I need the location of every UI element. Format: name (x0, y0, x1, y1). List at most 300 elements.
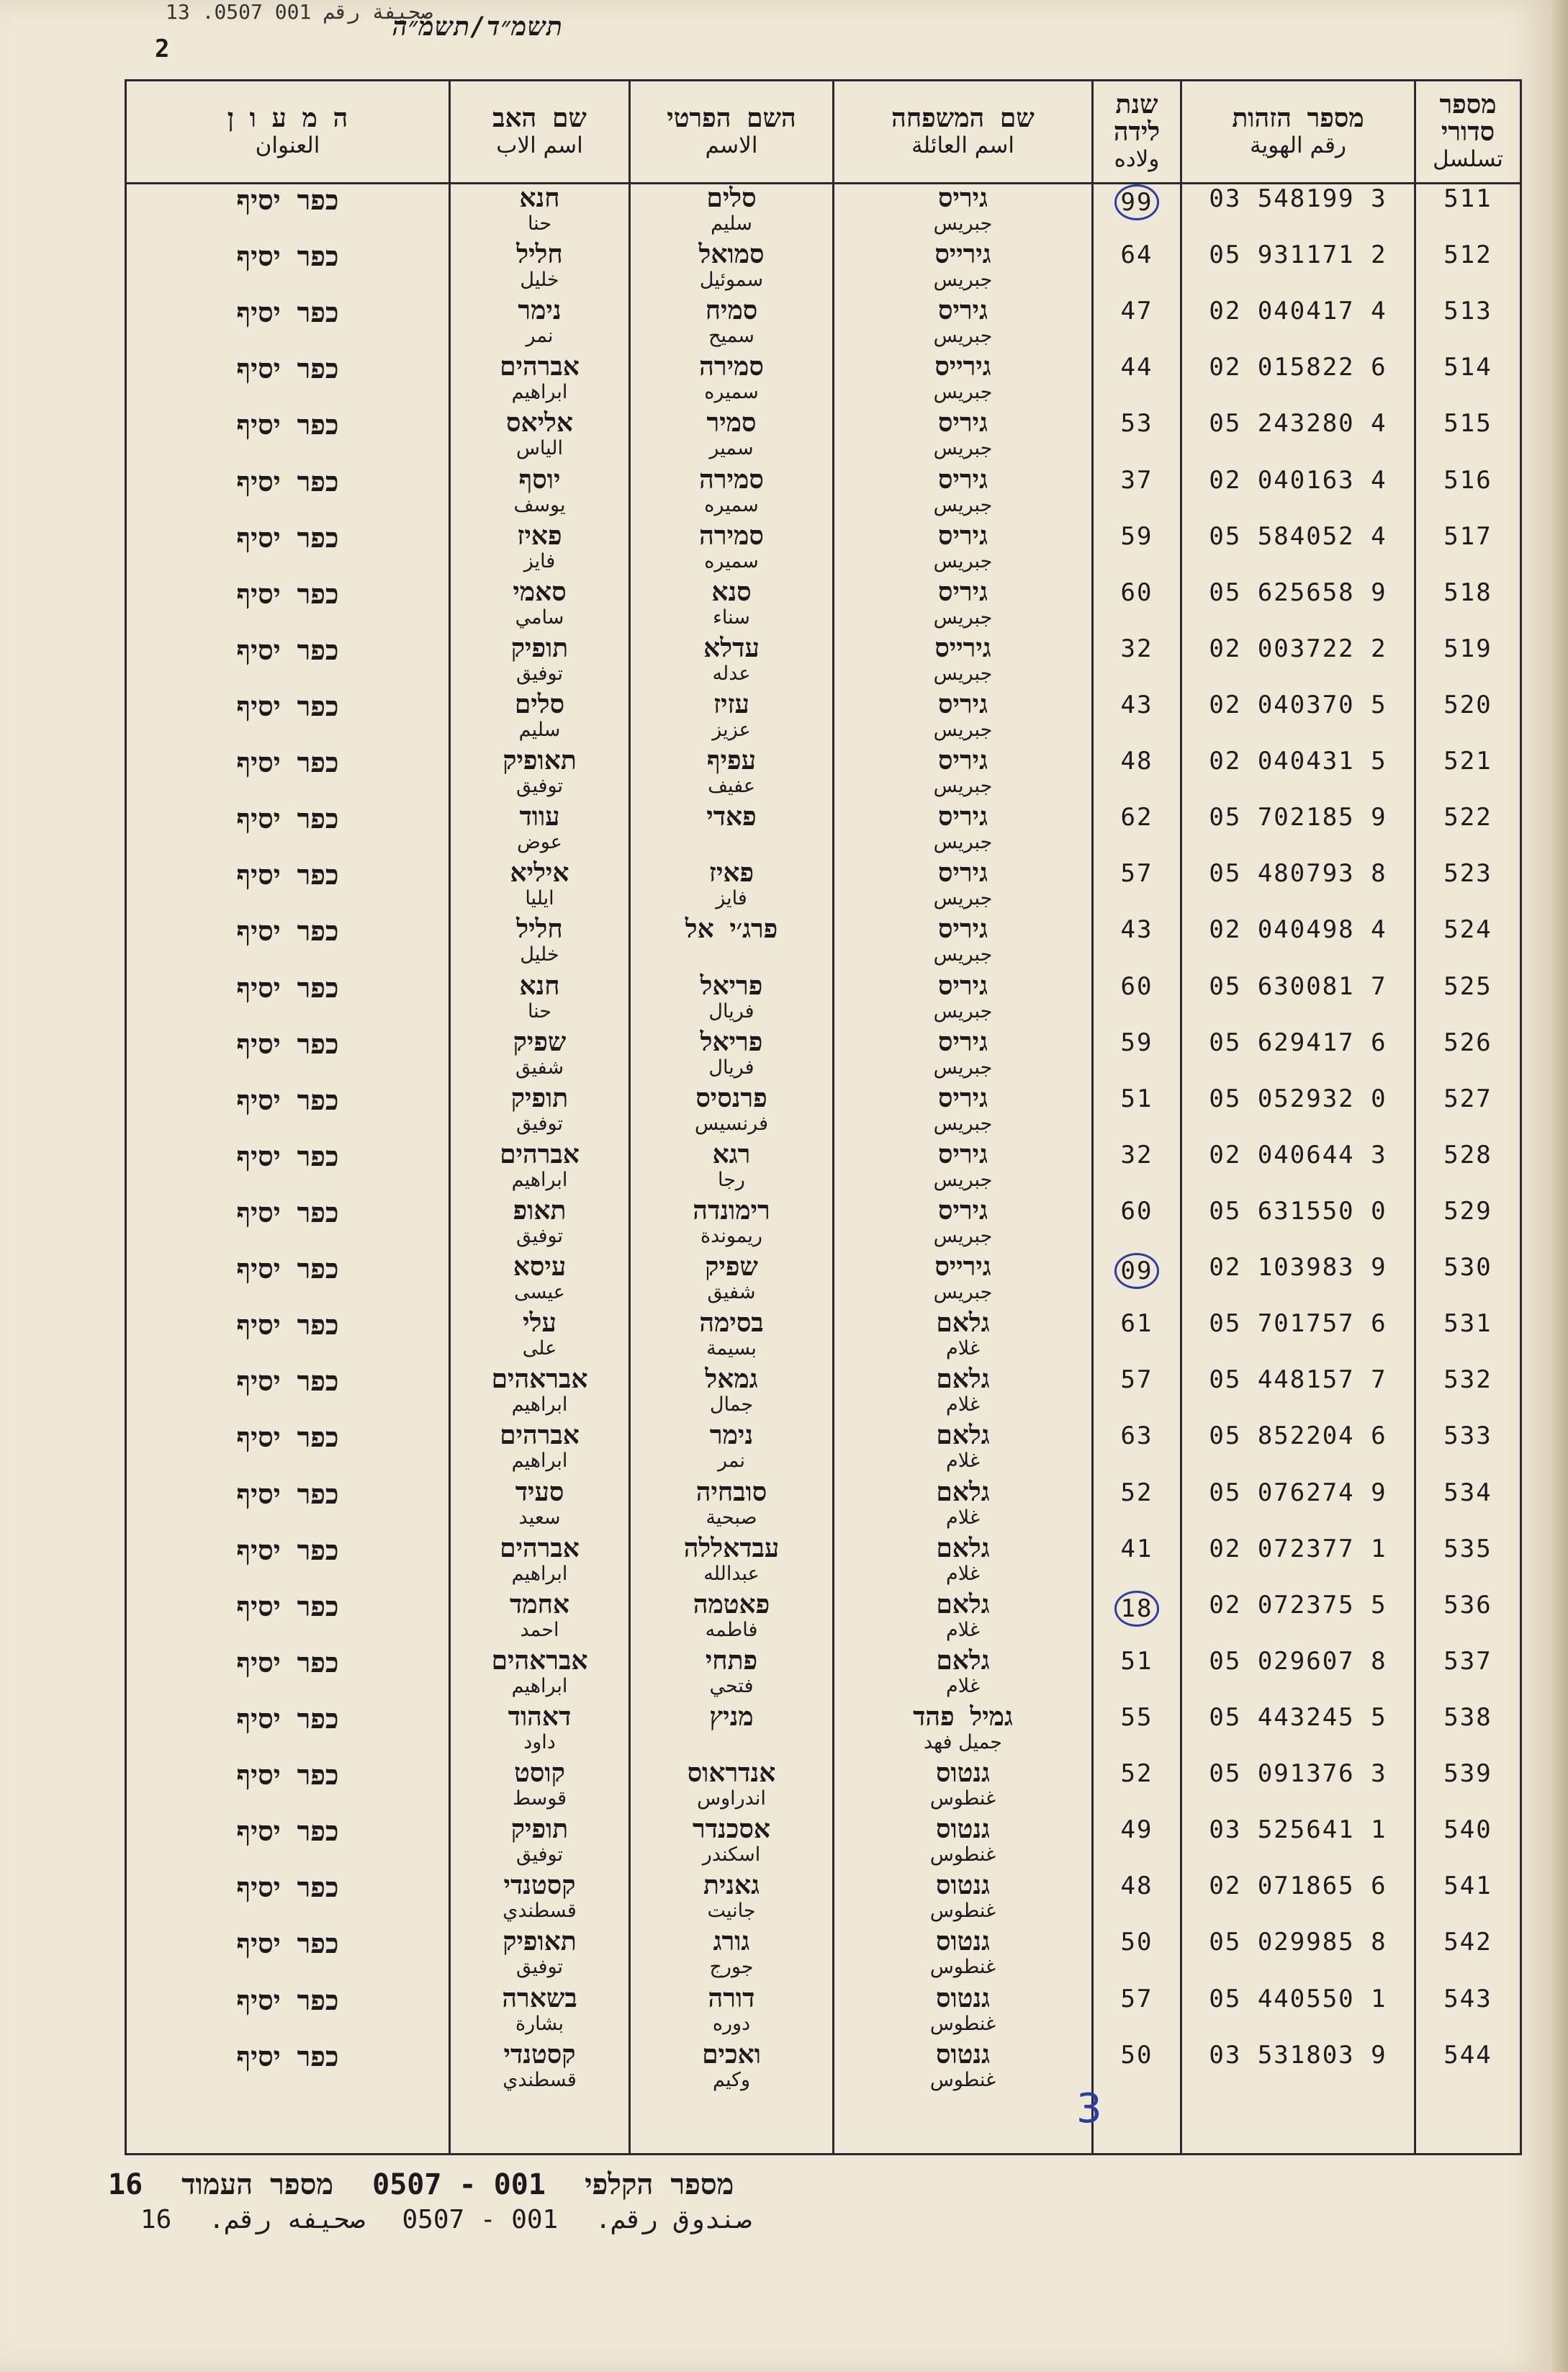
col-first-ar: الاسم (705, 132, 758, 158)
father-name-cell (450, 691, 630, 747)
serial-cell: 544 (1415, 2041, 1521, 2097)
table-row (126, 1647, 1521, 1703)
first-name-ar: اندراوس (697, 1787, 766, 1810)
id-number-cell: 05 443245 5 (1181, 1703, 1415, 1759)
first-name-he: עבדאללה (683, 1533, 780, 1563)
family-name-he: גנטוס (935, 2039, 991, 2070)
first-name-cell (630, 353, 834, 409)
father-name-ar: الياس (515, 437, 564, 460)
col-address-he: ה מ ע ו ן (227, 104, 348, 133)
id-number-cell: 05 931171 2 (1181, 241, 1415, 297)
id-number-cell: 05 091376 3 (1181, 1759, 1415, 1815)
first-name-ar: عزيز (712, 719, 751, 742)
table-row (126, 1421, 1521, 1478)
family-name-he: גיריס (938, 521, 988, 551)
first-name-he: אסכנדר (693, 1815, 770, 1845)
id-number-cell: 02 103983 9 (1181, 1253, 1415, 1309)
family-name-cell (834, 1197, 1093, 1253)
father-name-ar: ابراهيم (511, 1168, 568, 1191)
birth-year: 60 (1120, 578, 1153, 607)
birth-year-cell (1093, 409, 1181, 465)
first-name-cell (630, 1478, 834, 1535)
family-name-cell (834, 1253, 1093, 1309)
birth-year: 48 (1120, 747, 1153, 776)
father-name-he: אברהים (500, 1139, 580, 1169)
serial-cell: 525 (1415, 972, 1521, 1028)
first-name-he: עדלא (703, 633, 760, 663)
family-name-cell (834, 859, 1093, 915)
first-name-ar: جمال (709, 1393, 754, 1416)
first-name-cell (630, 1028, 834, 1084)
id-number-cell: 05 701757 6 (1181, 1309, 1415, 1365)
father-name-cell (450, 1421, 630, 1478)
address-cell: כפר יסיף (126, 1928, 450, 1984)
first-name-he: סמירה (699, 352, 764, 382)
birth-year-cell (1093, 1985, 1181, 2041)
address-cell: כפר יסיף (126, 1421, 450, 1478)
father-name-ar: يوسف (513, 493, 566, 516)
father-name-cell (450, 1759, 630, 1815)
col-year-he: שנת לידה (1113, 90, 1161, 147)
serial-cell: 518 (1415, 578, 1521, 634)
first-name-cell (630, 634, 834, 691)
first-name-ar: فرنسيس (695, 1112, 768, 1135)
footer-ar-box-label: صندوق رقم. (595, 2205, 752, 2234)
birth-year: 64 (1120, 241, 1153, 270)
family-name-ar: جبريس (933, 493, 993, 516)
id-number-cell: 03 531803 9 (1181, 2041, 1415, 2097)
birth-year: 48 (1120, 1872, 1153, 1901)
family-name-ar: جبريس (933, 606, 993, 629)
birth-year-cell (1093, 578, 1181, 634)
father-name-he: איליא (510, 858, 569, 889)
first-name-he: ואכים (702, 2039, 761, 2070)
father-name-he: סאמי (513, 577, 567, 607)
address-cell: כפר יסיף (126, 1759, 450, 1815)
father-name-ar: قوسط (512, 1787, 567, 1810)
first-name-cell (630, 297, 834, 353)
family-name-ar: جبريس (933, 1112, 993, 1135)
page-edge (1552, 0, 1568, 2372)
birth-year: 50 (1120, 2040, 1153, 2070)
family-name-he: גלאם (936, 1365, 990, 1395)
family-name-he: גנטוס (935, 1758, 991, 1789)
first-name-he: דורה (708, 1983, 755, 2013)
father-name-he: סעיד (515, 1477, 564, 1507)
family-name-ar: جبريس (933, 775, 993, 798)
family-name-ar: جميل فهد (923, 1730, 1002, 1753)
father-name-he: נימר (518, 296, 562, 326)
first-name-he: אנדראוס (687, 1758, 776, 1789)
table-row (126, 859, 1521, 915)
first-name-ar: سميره (704, 381, 759, 404)
family-name-cell (834, 747, 1093, 803)
father-name-he: תאופיק (503, 746, 577, 776)
first-name-he: גמאל (705, 1365, 758, 1395)
birth-year: 57 (1120, 1365, 1153, 1395)
family-name-ar: غلام (946, 1337, 980, 1360)
circled-birth-year: 99 (1114, 184, 1160, 220)
father-name-ar: حنا (527, 212, 552, 235)
first-name-cell (630, 859, 834, 915)
family-name-he: גיריס (938, 577, 988, 607)
first-name-cell (630, 972, 834, 1028)
birth-year-cell (1093, 1647, 1181, 1703)
father-name-cell (450, 2041, 630, 2097)
first-name-cell (630, 1928, 834, 1984)
birth-year-cell (1093, 1703, 1181, 1759)
serial-cell: 539 (1415, 1759, 1521, 1815)
birth-year-cell (1093, 1872, 1181, 1928)
first-name-he: סובחיה (695, 1477, 767, 1507)
address-cell: כפר יסיף (126, 522, 450, 578)
father-name-ar: احمد (520, 1618, 559, 1641)
father-name-he: קוסט (514, 1758, 565, 1789)
birth-year: 59 (1120, 521, 1153, 551)
family-name-ar: جبريس (933, 549, 993, 572)
id-number-cell: 02 072375 5 (1181, 1591, 1415, 1647)
table-row (126, 1028, 1521, 1084)
id-number-cell: 05 631550 0 (1181, 1197, 1415, 1253)
address-cell: כפר יסיף (126, 859, 450, 915)
family-name-cell (834, 972, 1093, 1028)
footer-ar-page-label: صحيفه رقم. (209, 2205, 365, 2234)
table-row (126, 747, 1521, 803)
first-name-ar: دوره (712, 2012, 751, 2035)
family-name-he: גיריס (938, 1139, 988, 1169)
family-name-ar: جبريس (933, 999, 993, 1023)
id-number-cell: 02 003722 2 (1181, 634, 1415, 691)
birth-year: 60 (1120, 1197, 1153, 1226)
father-name-ar: ابراهيم (511, 1393, 568, 1416)
family-name-ar: جبريس (933, 1056, 993, 1079)
address-cell: כפר יסיף (126, 1309, 450, 1365)
serial-cell: 528 (1415, 1141, 1521, 1197)
birth-year: 62 (1120, 803, 1153, 832)
father-name-ar: توفيق (515, 662, 564, 685)
family-name-cell (834, 1478, 1093, 1535)
father-name-cell (450, 634, 630, 691)
family-name-cell (834, 691, 1093, 747)
family-name-ar: غلام (946, 1562, 980, 1585)
birth-year-cell (1093, 972, 1181, 1028)
father-name-he: אברהים (500, 1421, 580, 1451)
birth-year: 50 (1120, 1928, 1153, 1957)
first-name-he: נימר (709, 1421, 754, 1451)
birth-year-cell (1093, 522, 1181, 578)
first-name-ar: سموئيل (699, 269, 764, 292)
address-cell: כפר יסיף (126, 409, 450, 465)
birth-year: 51 (1120, 1646, 1153, 1676)
address-cell: כפר יסיף (126, 1197, 450, 1253)
id-number-cell: 02 040498 4 (1181, 915, 1415, 971)
register-rows (126, 184, 1521, 2155)
family-name-he: גירייס (934, 1252, 991, 1282)
first-name-ar: عبدالله (703, 1562, 760, 1585)
first-name-ar: فريال (708, 1056, 754, 1079)
first-name-he: סמואל (698, 240, 765, 270)
father-name-he: תאופ (513, 1196, 567, 1226)
top-cut-strip (166, 0, 886, 7)
first-name-ar: ريموندة (700, 1225, 762, 1247)
id-number-cell: 05 029985 8 (1181, 1928, 1415, 1984)
birth-year: 51 (1120, 1084, 1153, 1113)
footer-ar-box-number: 0507 - 001 (402, 2205, 559, 2234)
first-name-ar: وكيم (712, 2068, 750, 2091)
family-name-cell (834, 634, 1093, 691)
father-name-cell (450, 915, 630, 971)
first-name-ar: سميح (708, 325, 754, 348)
address-cell: כפר יסיף (126, 466, 450, 522)
father-name-he: חנא (519, 184, 560, 213)
id-number-cell: 05 852204 6 (1181, 1421, 1415, 1478)
birth-year: 44 (1120, 353, 1153, 382)
page-number: 2 (155, 35, 170, 63)
serial-cell: 520 (1415, 691, 1521, 747)
header-row (126, 81, 1521, 184)
first-name-he: פתחי (705, 1645, 758, 1676)
birth-year-cell (1093, 1759, 1181, 1815)
serial-cell: 524 (1415, 915, 1521, 971)
birth-year-cell (1093, 915, 1181, 971)
table-row (126, 1759, 1521, 1815)
family-name-he: גירייס (934, 352, 991, 382)
id-number-cell: 05 584052 4 (1181, 522, 1415, 578)
father-name-ar: توفيق (515, 1956, 564, 1979)
first-name-he: סנא (711, 577, 752, 607)
serial-cell: 512 (1415, 241, 1521, 297)
table-row (126, 1197, 1521, 1253)
table-row (126, 1535, 1521, 1591)
first-name-he: סמירה (699, 521, 764, 551)
father-name-cell (450, 1703, 630, 1759)
empty-cell (1093, 2097, 1181, 2155)
father-name-cell (450, 859, 630, 915)
table-row (126, 2041, 1521, 2097)
birth-year: 43 (1120, 691, 1153, 720)
father-name-ar: توفيق (515, 1843, 564, 1866)
family-name-cell (834, 1421, 1093, 1478)
first-name-ar: عدله (712, 662, 751, 685)
first-name-cell (630, 1985, 834, 2041)
voter-register-table (125, 79, 1522, 2155)
first-name-he: עזיז (713, 690, 749, 720)
first-name-he: רגא (712, 1139, 751, 1169)
serial-cell: 531 (1415, 1309, 1521, 1365)
birth-year: 43 (1120, 915, 1153, 945)
family-name-he: גיריס (938, 858, 988, 889)
birth-year-cell (1093, 1141, 1181, 1197)
family-name-cell (834, 1365, 1093, 1421)
table-row (126, 353, 1521, 409)
first-name-ar: رجا (718, 1168, 745, 1191)
father-name-he: עלי (523, 1308, 557, 1339)
serial-cell: 527 (1415, 1084, 1521, 1141)
serial-cell: 538 (1415, 1703, 1521, 1759)
id-number-cell: 02 040644 3 (1181, 1141, 1415, 1197)
family-name-cell (834, 1703, 1093, 1759)
serial-cell: 541 (1415, 1872, 1521, 1928)
birth-year-cell (1093, 1928, 1181, 1984)
table-row (126, 1872, 1521, 1928)
father-name-he: אבראהים (491, 1645, 588, 1676)
family-name-he: גיריס (938, 184, 988, 213)
birth-year-cell (1093, 184, 1181, 241)
address-cell: כפר יסיף (126, 691, 450, 747)
family-name-cell (834, 1309, 1093, 1365)
family-name-ar: جبريس (933, 1281, 993, 1304)
first-name-ar: سناء (713, 606, 750, 629)
first-name-he: פאיז (708, 858, 754, 889)
address-cell: כפר יסיף (126, 634, 450, 691)
father-name-ar: ابراهيم (511, 1562, 568, 1585)
father-name-ar: خليل (520, 943, 559, 966)
father-name-ar: حنا (527, 999, 552, 1023)
table-row (126, 1703, 1521, 1759)
serial-cell: 542 (1415, 1928, 1521, 1984)
family-name-cell (834, 353, 1093, 409)
father-name-ar: ابراهيم (511, 1674, 568, 1697)
table-row (126, 1985, 1521, 2041)
first-name-cell (630, 466, 834, 522)
first-name-ar: سميره (704, 549, 759, 572)
first-name-cell (630, 1591, 834, 1647)
family-name-cell (834, 1084, 1093, 1141)
address-cell: כפר יסיף (126, 747, 450, 803)
father-name-cell (450, 409, 630, 465)
father-name-cell (450, 353, 630, 409)
father-name-ar: على (522, 1337, 557, 1360)
footer-page-label: מספר העמוד (181, 2168, 334, 2201)
family-name-cell (834, 466, 1093, 522)
father-name-ar: شفيق (515, 1056, 564, 1079)
first-name-cell (630, 1703, 834, 1759)
serial-cell: 534 (1415, 1478, 1521, 1535)
father-name-ar: توفيق (515, 1225, 564, 1247)
col-first-header (630, 81, 834, 184)
birth-year-cell (1093, 1365, 1181, 1421)
family-name-he: גלאם (936, 1533, 990, 1563)
family-name-he: גנטוס (935, 1871, 991, 1901)
serial-cell: 516 (1415, 466, 1521, 522)
empty-cell (834, 2097, 1093, 2155)
first-name-ar: فايز (716, 887, 747, 910)
father-name-he: קסטנדי (503, 1871, 576, 1901)
family-name-ar: جبريس (933, 719, 993, 742)
serial-cell: 540 (1415, 1815, 1521, 1872)
id-number-cell: 02 040417 4 (1181, 297, 1415, 353)
id-number-cell: 03 525641 1 (1181, 1815, 1415, 1872)
id-number-cell: 03 548199 3 (1181, 184, 1415, 241)
first-name-cell (630, 184, 834, 241)
father-name-he: אליאס (506, 408, 573, 439)
empty-cell (126, 2097, 450, 2155)
father-name-cell (450, 241, 630, 297)
first-name-cell (630, 522, 834, 578)
family-name-ar: جبريس (933, 325, 993, 348)
first-name-he: גורג (713, 1927, 750, 1957)
serial-cell: 514 (1415, 353, 1521, 409)
first-name-he: פאטמה (693, 1589, 770, 1619)
family-name-he: גנטוס (935, 1983, 991, 2013)
family-name-he: גיריס (938, 802, 988, 832)
address-cell: כפר יסיף (126, 1535, 450, 1591)
birth-year-cell (1093, 1028, 1181, 1084)
father-name-cell (450, 747, 630, 803)
family-name-he: גלאם (936, 1477, 990, 1507)
empty-cell (450, 2097, 630, 2155)
empty-filler-row (126, 2097, 1521, 2155)
address-cell: כפר יסיף (126, 241, 450, 297)
first-name-ar: اسكندر (702, 1843, 761, 1866)
serial-cell: 519 (1415, 634, 1521, 691)
col-father-ar: اسم الاب (496, 132, 583, 158)
family-name-he: גנטוס (935, 1815, 991, 1845)
family-name-he: גלאם (936, 1308, 990, 1339)
address-cell: כפר יסיף (126, 1478, 450, 1535)
father-name-ar: توفيق (515, 1112, 564, 1135)
family-name-ar: جبريس (933, 662, 993, 685)
birth-year-cell (1093, 1421, 1181, 1478)
birth-year: 61 (1120, 1309, 1153, 1339)
family-name-cell (834, 1141, 1093, 1197)
father-name-ar: نمر (526, 325, 554, 348)
father-name-cell (450, 803, 630, 859)
father-name-he: אברהים (500, 1533, 580, 1563)
father-name-cell (450, 1365, 630, 1421)
birth-year: 32 (1120, 1140, 1153, 1169)
circled-birth-year: 18 (1114, 1591, 1160, 1627)
address-cell: כפר יסיף (126, 1872, 450, 1928)
id-number-cell: 02 015822 6 (1181, 353, 1415, 409)
father-name-he: שפיק (513, 1027, 567, 1057)
first-name-cell (630, 1309, 834, 1365)
birth-year: 32 (1120, 634, 1153, 663)
serial-cell: 536 (1415, 1591, 1521, 1647)
family-name-he: גיריס (938, 1027, 988, 1057)
serial-cell: 529 (1415, 1197, 1521, 1253)
handwritten-mark: 3 (1076, 2085, 1102, 2132)
col-address-ar: العنوان (255, 132, 320, 158)
father-name-cell (450, 1197, 630, 1253)
family-name-he: גנטוס (935, 1927, 991, 1957)
id-number-cell: 02 040163 4 (1181, 466, 1415, 522)
birth-year-cell (1093, 1478, 1181, 1535)
id-number-cell: 02 040370 5 (1181, 691, 1415, 747)
father-name-cell (450, 1028, 630, 1084)
id-number-cell: 05 480793 8 (1181, 859, 1415, 915)
col-year-ar: ولاده (1114, 146, 1160, 172)
first-name-cell (630, 241, 834, 297)
first-name-he: פרג׳י אל (685, 915, 778, 945)
table-row (126, 1591, 1521, 1647)
father-name-he: אבראהים (491, 1365, 588, 1395)
first-name-he: רימונדה (693, 1196, 770, 1226)
col-id-ar: رقم الهوية (1250, 132, 1346, 158)
col-serial-ar: تسلسل (1433, 146, 1503, 172)
birth-year-cell (1093, 1815, 1181, 1872)
table-row (126, 1928, 1521, 1984)
family-name-ar: جبريس (933, 437, 993, 460)
first-name-ar: نمر (717, 1450, 746, 1473)
first-name-cell (630, 1759, 834, 1815)
family-name-he: גיריס (938, 1083, 988, 1113)
father-name-ar: عوض (517, 831, 562, 854)
address-cell: כפר יסיף (126, 972, 450, 1028)
first-name-ar: فتحي (709, 1674, 754, 1697)
first-name-ar: سليم (711, 212, 752, 235)
serial-cell: 535 (1415, 1535, 1521, 1591)
